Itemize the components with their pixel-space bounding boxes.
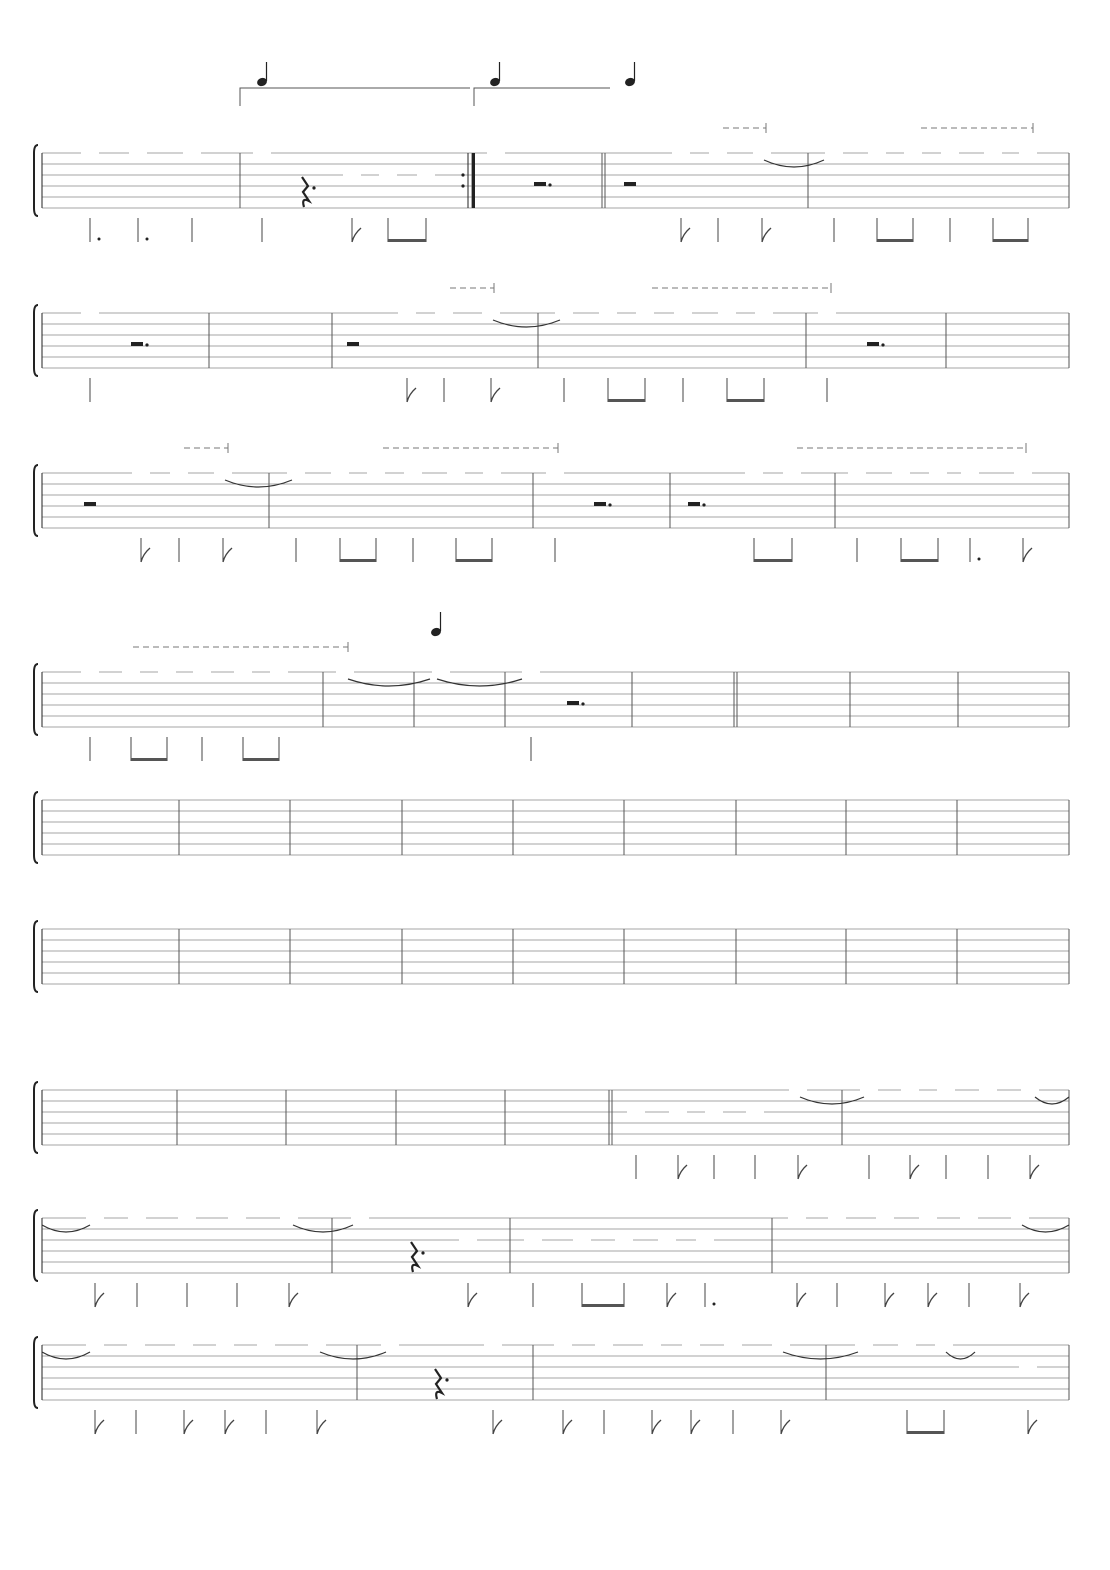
fret-mask — [868, 146, 886, 159]
fret-mask — [484, 1338, 502, 1351]
rhythm-dot — [98, 238, 101, 241]
fret-mask — [524, 1233, 542, 1246]
quarter-rest — [302, 177, 309, 207]
system-bracket — [34, 792, 38, 863]
eighth-beam — [608, 399, 645, 402]
system-bracket — [34, 664, 38, 735]
eighth-beam — [340, 559, 376, 562]
rest-dot — [702, 503, 705, 506]
fret-mask — [336, 665, 354, 678]
eighth-beam — [582, 1304, 624, 1307]
repeat-dot — [461, 173, 464, 176]
eighth-beam — [131, 758, 167, 761]
eighth-flag — [407, 388, 416, 402]
fret-mask — [935, 1338, 953, 1351]
fret-mask — [599, 306, 617, 319]
half-rest — [84, 502, 96, 506]
eighth-flag — [317, 1420, 326, 1434]
system-bracket — [34, 305, 38, 376]
eighth-flag — [691, 1420, 700, 1434]
fret-mask — [379, 168, 397, 181]
tie — [348, 679, 430, 686]
volta-bracket-2 — [474, 88, 610, 106]
fret-mask — [941, 146, 959, 159]
rhythm-dot — [713, 1303, 716, 1306]
fret-mask — [270, 665, 288, 678]
fret-mask — [228, 1211, 246, 1224]
fret-mask — [175, 1338, 193, 1351]
tie — [320, 1352, 386, 1359]
fret-mask — [1011, 1211, 1029, 1224]
eighth-flag — [681, 228, 690, 242]
eighth-flag — [223, 548, 232, 562]
eighth-beam — [456, 559, 492, 562]
repeat-dot — [461, 184, 464, 187]
eighth-beam — [907, 1431, 944, 1434]
eighth-flag — [491, 388, 500, 402]
fret-mask — [669, 1105, 687, 1118]
fret-mask — [961, 466, 979, 479]
eighth-beam — [877, 239, 913, 242]
eighth-beam — [993, 239, 1028, 242]
tie — [493, 320, 560, 327]
rhythm-dot — [146, 238, 149, 241]
fret-mask — [929, 466, 947, 479]
fret-mask — [789, 1083, 807, 1096]
eighth-flag — [797, 1293, 806, 1307]
tab-system-5 — [34, 792, 1069, 863]
quarter-rest — [435, 1369, 442, 1399]
tie — [800, 1097, 864, 1104]
tie — [42, 1352, 90, 1359]
fret-mask — [753, 146, 771, 159]
fret-mask — [86, 1211, 104, 1224]
fret-mask — [828, 1211, 846, 1224]
fret-mask — [287, 466, 305, 479]
fret-mask — [546, 466, 564, 479]
fret-mask — [573, 1233, 591, 1246]
eighth-flag — [1030, 1165, 1039, 1179]
fret-mask — [1014, 466, 1032, 479]
half-rest — [347, 342, 359, 346]
system-bracket — [34, 1337, 38, 1408]
fret-mask — [404, 466, 422, 479]
fret-mask — [984, 146, 1002, 159]
eighth-flag — [885, 1293, 894, 1307]
fret-mask — [674, 306, 692, 319]
rhythm-dot — [978, 558, 981, 561]
fret-mask — [351, 1211, 369, 1224]
fret-mask — [979, 1083, 997, 1096]
fret-mask — [848, 466, 866, 479]
fret-mask — [709, 146, 727, 159]
eighth-flag — [141, 548, 150, 562]
rest-dot — [881, 343, 884, 346]
fret-mask — [417, 168, 435, 181]
fret-mask — [724, 1338, 742, 1351]
eighth-flag — [468, 1293, 477, 1307]
eighth-flag — [1028, 1420, 1037, 1434]
half-rest — [688, 502, 700, 506]
fret-mask — [193, 665, 211, 678]
eighth-flag — [762, 228, 771, 242]
fret-mask — [627, 1105, 645, 1118]
tie — [1035, 1097, 1069, 1104]
eighth-flag — [781, 1420, 790, 1434]
eighth-flag — [1020, 1293, 1029, 1307]
fret-mask — [522, 665, 540, 678]
fret-mask — [705, 1105, 723, 1118]
fret-mask — [128, 1211, 146, 1224]
system-bracket — [34, 145, 38, 216]
fret-mask — [892, 466, 910, 479]
fret-mask — [435, 306, 453, 319]
tie — [783, 1352, 858, 1359]
fret-mask — [81, 146, 99, 159]
fret-mask — [783, 466, 801, 479]
fret-mask — [818, 306, 836, 319]
fret-mask — [855, 1338, 873, 1351]
eighth-flag — [289, 1293, 298, 1307]
eighth-beam — [901, 559, 938, 562]
eighth-flag — [563, 1420, 572, 1434]
eighth-flag — [352, 228, 361, 242]
eighth-flag — [95, 1420, 104, 1434]
fret-mask — [554, 1338, 572, 1351]
half-rest — [534, 182, 546, 186]
fret-mask — [86, 1338, 104, 1351]
fret-mask — [919, 1211, 937, 1224]
fret-mask — [788, 1211, 806, 1224]
half-rest — [131, 342, 143, 346]
eighth-beam — [243, 758, 279, 761]
fret-mask — [253, 146, 271, 159]
eighth-flag — [798, 1165, 807, 1179]
fret-mask — [960, 1211, 978, 1224]
fret-mask — [81, 665, 99, 678]
system-bracket — [34, 921, 38, 992]
tie — [42, 1225, 90, 1232]
rest-dot — [145, 343, 148, 346]
fret-mask — [898, 1338, 916, 1351]
fret-mask — [343, 168, 361, 181]
fret-mask — [178, 1211, 196, 1224]
eighth-flag — [225, 1420, 234, 1434]
fret-mask — [216, 1338, 234, 1351]
tie — [225, 480, 292, 487]
eighth-flag — [1023, 548, 1032, 562]
fret-mask — [170, 466, 188, 479]
fret-mask — [331, 466, 349, 479]
fret-mask — [257, 1338, 275, 1351]
fret-mask — [482, 306, 500, 319]
fret-mask — [860, 1083, 878, 1096]
fret-mask — [483, 466, 501, 479]
rest-dot — [312, 186, 315, 189]
fret-mask — [432, 665, 450, 678]
fret-mask — [234, 665, 252, 678]
fret-mask — [772, 1338, 790, 1351]
rest-dot — [445, 1378, 448, 1381]
eighth-flag — [493, 1420, 502, 1434]
fret-mask — [555, 306, 573, 319]
fret-mask — [447, 466, 465, 479]
fret-mask — [127, 1338, 145, 1351]
eighth-flag — [95, 1293, 104, 1307]
tab-system-4 — [34, 664, 1069, 761]
quarter-rest — [411, 1242, 418, 1272]
system-bracket — [34, 465, 38, 536]
fret-mask — [595, 1338, 613, 1351]
system-bracket — [34, 1210, 38, 1281]
fret-mask — [636, 306, 654, 319]
fret-mask — [487, 146, 505, 159]
fret-mask — [183, 146, 201, 159]
fret-mask — [901, 1083, 919, 1096]
fret-mask — [122, 665, 140, 678]
fret-mask — [129, 146, 147, 159]
rest-dot — [581, 702, 584, 705]
fret-mask — [280, 1211, 298, 1224]
eighth-beam — [388, 239, 426, 242]
tab-system-1 — [34, 145, 1069, 242]
eighth-flag — [928, 1293, 937, 1307]
tab-system-3 — [34, 465, 1069, 562]
tie — [946, 1352, 975, 1359]
fret-mask — [682, 1338, 700, 1351]
eighth-flag — [652, 1420, 661, 1434]
fret-mask — [825, 146, 843, 159]
fret-mask — [308, 1338, 326, 1351]
fret-mask — [745, 466, 763, 479]
half-rest — [624, 182, 636, 186]
fret-mask — [746, 1105, 764, 1118]
eighth-beam — [754, 559, 792, 562]
fret-mask — [1021, 1083, 1039, 1096]
fret-mask — [937, 1083, 955, 1096]
half-rest — [867, 342, 879, 346]
fret-mask — [214, 466, 232, 479]
rest-dot — [608, 503, 611, 506]
half-rest — [567, 701, 579, 705]
fret-mask — [904, 146, 922, 159]
tie — [1022, 1225, 1069, 1232]
fret-mask — [81, 306, 99, 319]
fret-mask — [672, 146, 690, 159]
tie — [764, 160, 824, 167]
eighth-flag — [667, 1293, 676, 1307]
fret-mask — [398, 306, 416, 319]
rest-dot — [421, 1251, 424, 1254]
tab-system-8 — [34, 1210, 1069, 1307]
fret-mask — [718, 306, 736, 319]
tab-system-7 — [34, 1082, 1069, 1179]
fret-mask — [367, 466, 385, 479]
eighth-beam — [727, 399, 764, 402]
tab-system-6 — [34, 921, 1069, 992]
fret-mask — [696, 1233, 714, 1246]
fret-mask — [158, 665, 176, 678]
fret-mask — [459, 1233, 477, 1246]
tie — [293, 1225, 353, 1232]
volta-bracket-1 — [240, 88, 470, 106]
tie — [437, 679, 522, 686]
rest-dot — [548, 183, 551, 186]
system-bracket — [34, 1082, 38, 1153]
tab-system-9 — [34, 1337, 1069, 1434]
fret-mask — [1019, 1360, 1037, 1373]
eighth-flag — [184, 1420, 193, 1434]
fret-mask — [132, 466, 150, 479]
tab-system-2 — [34, 305, 1069, 402]
eighth-flag — [678, 1165, 687, 1179]
fret-mask — [876, 1211, 894, 1224]
fret-mask — [643, 1338, 661, 1351]
fret-mask — [615, 1233, 633, 1246]
fret-mask — [658, 1233, 676, 1246]
fret-mask — [1019, 146, 1037, 159]
repeat-end-barline — [472, 153, 475, 208]
eighth-flag — [910, 1165, 919, 1179]
fret-mask — [755, 306, 773, 319]
half-rest — [594, 502, 606, 506]
fret-mask — [381, 1338, 399, 1351]
